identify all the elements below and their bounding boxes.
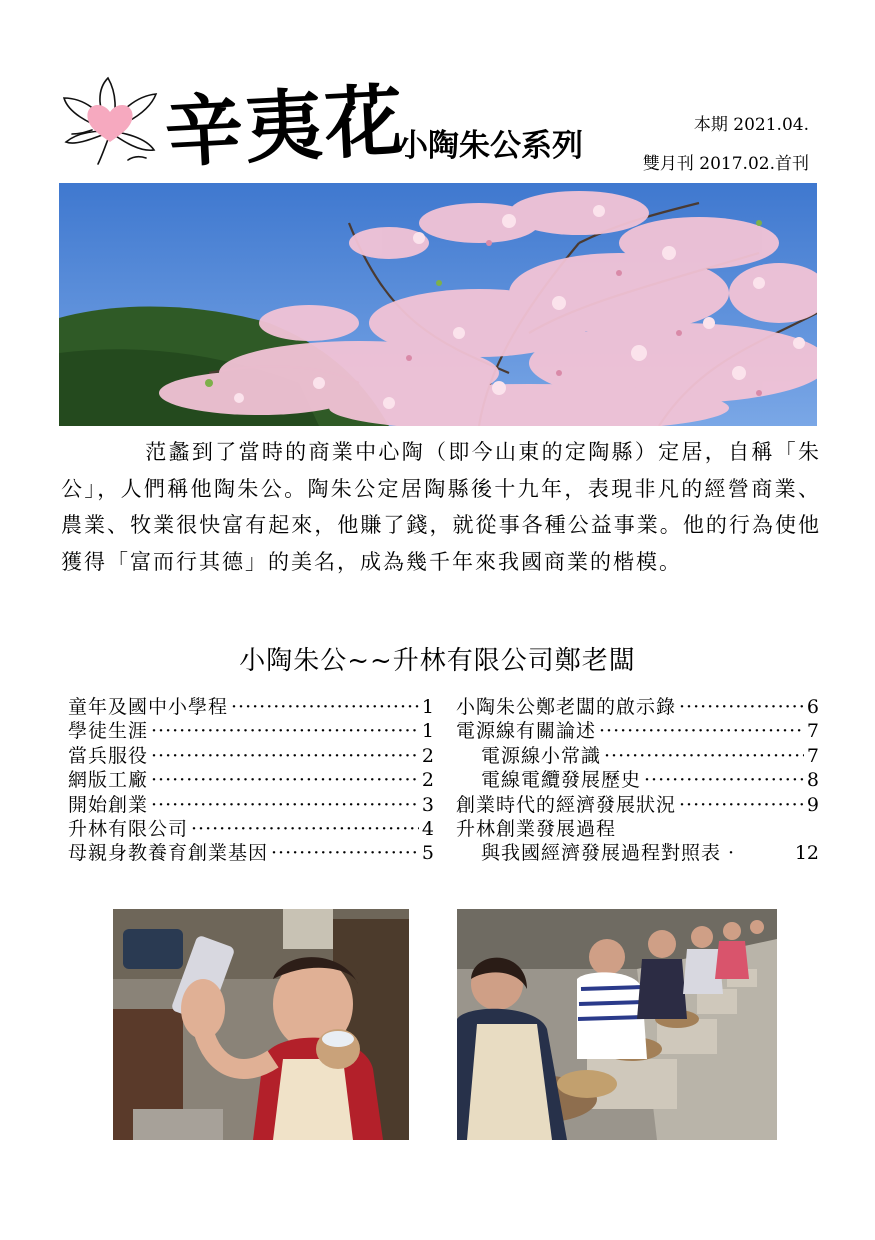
toc-item-label: 開始創業	[68, 793, 149, 816]
toc-item-page: 4	[421, 817, 434, 840]
toc-item-label: 與我國經濟發展過程對照表 ·	[481, 842, 736, 865]
toc-item	[68, 744, 434, 768]
toc-leader	[191, 817, 419, 841]
toc-item-page: 2	[421, 769, 434, 792]
toc-item-page: 12	[794, 842, 819, 865]
toc-item	[456, 719, 819, 743]
photo-pottery-selfie	[113, 909, 409, 1140]
toc-item-label: 升林創業發展過程	[456, 817, 617, 840]
toc-leader	[151, 744, 419, 768]
toc-item-label: 電源線小常識	[481, 744, 602, 767]
toc-leader	[151, 793, 419, 817]
intro-paragraph	[61, 434, 821, 580]
toc-item	[456, 841, 819, 865]
first-issue-date: 雙月刊 2017.02.首刊	[642, 154, 809, 174]
toc-item-page: 3	[421, 793, 434, 816]
toc-leader	[151, 768, 419, 792]
toc-item	[456, 744, 819, 768]
photo-pottery-class	[457, 909, 777, 1140]
toc-item	[68, 768, 434, 792]
toc-item-label: 當兵服役	[68, 744, 149, 767]
toc-item-label: 小陶朱公鄭老闆的啟示錄	[456, 696, 677, 718]
masthead-title: 辛夷花	[162, 76, 408, 179]
toc-item-label: 電源線有關論述	[456, 720, 597, 743]
toc-leader	[644, 768, 804, 792]
toc-leader	[271, 841, 419, 865]
toc-leader	[151, 719, 419, 743]
toc-leader	[604, 744, 804, 768]
toc-item-label: 網版工廠	[68, 769, 149, 792]
toc-leader	[679, 695, 804, 719]
toc-item-label: 電線電纜發展歷史	[481, 769, 642, 792]
toc-item-page: 8	[806, 769, 819, 792]
toc-item	[456, 768, 819, 792]
toc-item-label: 升林有限公司	[68, 817, 189, 840]
toc-item-page: 9	[806, 793, 819, 816]
toc-leader	[599, 719, 804, 743]
toc-item-page: 1	[421, 720, 434, 743]
toc-item	[68, 841, 434, 865]
toc-item-page: 2	[421, 744, 434, 767]
hero-photo-magnolia-tree	[59, 183, 817, 426]
toc-item-label: 學徒生涯	[68, 720, 149, 743]
toc-leader	[679, 793, 804, 817]
magnolia-logo-icon	[58, 72, 162, 168]
toc-item-page: 5	[421, 842, 434, 865]
table-of-contents-right	[456, 695, 819, 866]
toc-item	[68, 817, 434, 841]
table-of-contents-left	[68, 695, 434, 866]
toc-item-page: 1	[421, 696, 434, 718]
intro-text: 范蠡到了當時的商業中心陶（即今山東的定陶縣）定居，自稱「朱公」，人們稱他陶朱公。陶朱公定居陶縣後十九年，表現非凡的經營商業、農業、牧業很快富有起來，他賺了錢，就從事各種公益事業。他的行為使他獲得「富而行其德」的美名，成為幾千年來我國商業的楷模。	[61, 440, 821, 574]
toc-item-page: 7	[806, 744, 819, 767]
toc-item-page: 6	[806, 696, 819, 718]
current-issue-date: 本期 2021.04.	[693, 115, 809, 135]
toc-item	[68, 695, 434, 719]
toc-item	[68, 793, 434, 817]
toc-item	[68, 719, 434, 743]
toc-item-label: 童年及國中小學程	[68, 696, 229, 718]
toc-item-label: 創業時代的經濟發展狀況	[456, 793, 677, 816]
toc-leader	[231, 695, 419, 719]
toc-item	[456, 793, 819, 817]
toc-item-page: 7	[806, 720, 819, 743]
toc-item-label: 母親身教養育創業基因	[68, 842, 269, 865]
masthead-subtitle: 小陶朱公系列	[397, 128, 583, 164]
section-title: 小陶朱公~~升林有限公司鄭老闆	[239, 646, 636, 676]
toc-item	[456, 695, 819, 719]
toc-item	[456, 817, 819, 841]
